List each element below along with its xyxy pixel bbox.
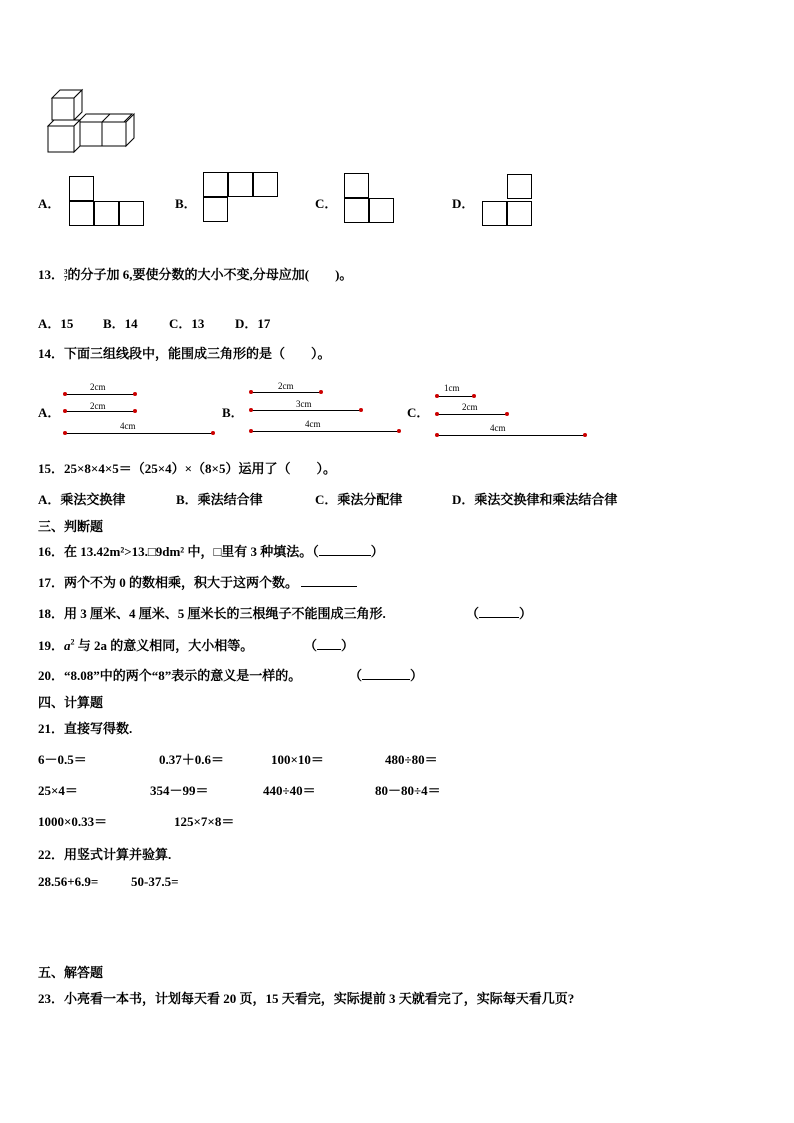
q16-text [38,541,384,560]
segment-endpoint [435,412,439,416]
option-d-label: D． [452,196,475,211]
q13-option-b: B．14 [103,316,138,331]
q19-number: 19． [38,638,65,653]
q19-rest: 的意义相同，大小相等。 [107,638,254,653]
var-a: a [64,638,71,653]
q14-text: 14．下面三组线段中，能围成三角形的是（ ）。 [38,346,331,361]
segment-endpoint [63,392,67,396]
segment-label: 3cm [296,399,312,409]
q15-option-c: C．乘法分配律 [315,492,403,507]
q19-text [38,635,253,654]
segment-endpoint [133,409,137,413]
q19-answer [304,635,354,654]
calc-item: 0.37＋0.6＝ [159,752,225,767]
segment-endpoint [63,431,67,435]
q13-body: 的分子加 6,要使分数的大小不变,分母应加( )。 [67,267,353,282]
segment-line [251,410,361,411]
segment-endpoint [249,408,253,412]
q16-close: ） [370,544,384,559]
calc-item: 80－80÷4＝ [375,783,441,798]
paren-open: （ [349,668,363,683]
segment-label: 2cm [90,382,106,392]
segment-endpoint [319,390,323,394]
calc-item: 440÷40＝ [263,783,316,798]
calc-item: 50-37.5= [131,874,179,889]
q17-body: 17．两个不为 0 的数相乘，积大于这两个数。 [38,575,299,590]
segment-endpoint [583,433,587,437]
exponent: 2 [70,637,75,647]
q19-mid: 与 [74,638,95,653]
segment-endpoint [397,429,401,433]
segment-endpoint [133,392,137,396]
q21-text: 21．直接写得数. [38,721,133,736]
q18-answer [466,603,532,622]
segment-endpoint [505,412,509,416]
q15-option-b: B．乘法结合律 [176,492,263,507]
segment-label: 4cm [490,423,506,433]
segment-label: 2cm [278,381,294,391]
segment-line [437,396,474,397]
paren-close: ） [410,668,424,683]
calc-item: 354－99＝ [150,783,209,798]
calc-item: 25×4＝ [38,783,78,798]
segment-label: 1cm [444,383,460,393]
section-heading: 三、判断题 [38,519,104,534]
segment-endpoint [359,408,363,412]
q15-option-d: D．乘法交换律和乘法结合律 [452,492,618,507]
segment-line [65,394,135,395]
calc-item: 480÷80＝ [385,752,438,767]
q13-option-d: D．17 [235,316,271,331]
segment-label: 2cm [90,401,106,411]
cube-figure [44,88,139,154]
q15-option-a: A．乘法交换律 [38,492,126,507]
expr-2a: 2a [94,638,108,653]
segment-line [437,435,585,436]
segment-endpoint [211,431,215,435]
q16-body: 16．在 13.42m²>13.□9dm² 中，□里有 3 种填法。（ [38,544,319,559]
segment-line [65,433,213,434]
section-heading: 四、计算题 [38,695,104,710]
calc-item: 100×10＝ [271,752,324,767]
segment-label: 4cm [305,419,321,429]
calc-item: 1000×0.33＝ [38,814,108,829]
answer-blank[interactable] [317,649,341,650]
option-b-label: B． [175,196,197,211]
paren-open: （ [466,606,480,621]
answer-blank[interactable] [362,679,410,680]
paren-close: ） [519,606,533,621]
paren-open: （ [304,638,318,653]
segment-line [65,411,135,412]
section-heading: 五、解答题 [38,965,104,980]
q14-group-c-label: C． [407,405,430,420]
fraction-denominator: 7 [64,275,68,284]
segment-line [251,392,321,393]
segment-label: 2cm [462,402,478,412]
calc-item: 28.56+6.9= [38,874,99,889]
q20-answer [349,665,423,684]
paren-close: ） [341,638,355,653]
segment-line [251,431,399,432]
segment-line [437,414,507,415]
segment-endpoint [249,429,253,433]
segment-endpoint [249,390,253,394]
q13-number: 13． [38,267,65,282]
fraction-numerator: 3 [64,268,68,277]
answer-blank[interactable] [319,555,371,556]
calc-item: 125×7×8＝ [174,814,235,829]
q13-option-a: A．15 [38,316,74,331]
q20-text: 20．“8.08”中的两个“8”表示的意义是一样的。 [38,668,302,683]
segment-label: 4cm [120,421,136,431]
q23-text: 23．小亮看一本书，计划每天看 20 页，15 天看完，实际提前 3 天就看完了，实际每天看几页? [38,991,575,1006]
q22-text: 22．用竖式计算并验算. [38,847,172,862]
q17-text [38,572,357,591]
segment-endpoint [472,394,476,398]
q13-text [38,264,352,283]
answer-blank[interactable] [479,617,519,618]
q18-text: 18．用 3 厘米、4 厘米、5 厘米长的三根绳子不能围成三角形. [38,606,386,621]
segment-endpoint [435,394,439,398]
option-c-label: C． [315,196,338,211]
q14-group-a-label: A． [38,405,61,420]
q13-option-c: C．13 [169,316,205,331]
segment-endpoint [435,433,439,437]
segment-endpoint [63,409,67,413]
option-a-label: A． [38,196,61,211]
q15-text: 15．25×8×4×5＝（25×4）×（8×5）运用了（ ）。 [38,461,336,476]
calc-item: 6－0.5＝ [38,752,87,767]
answer-blank[interactable] [301,586,357,587]
q14-group-b-label: B． [222,405,244,420]
